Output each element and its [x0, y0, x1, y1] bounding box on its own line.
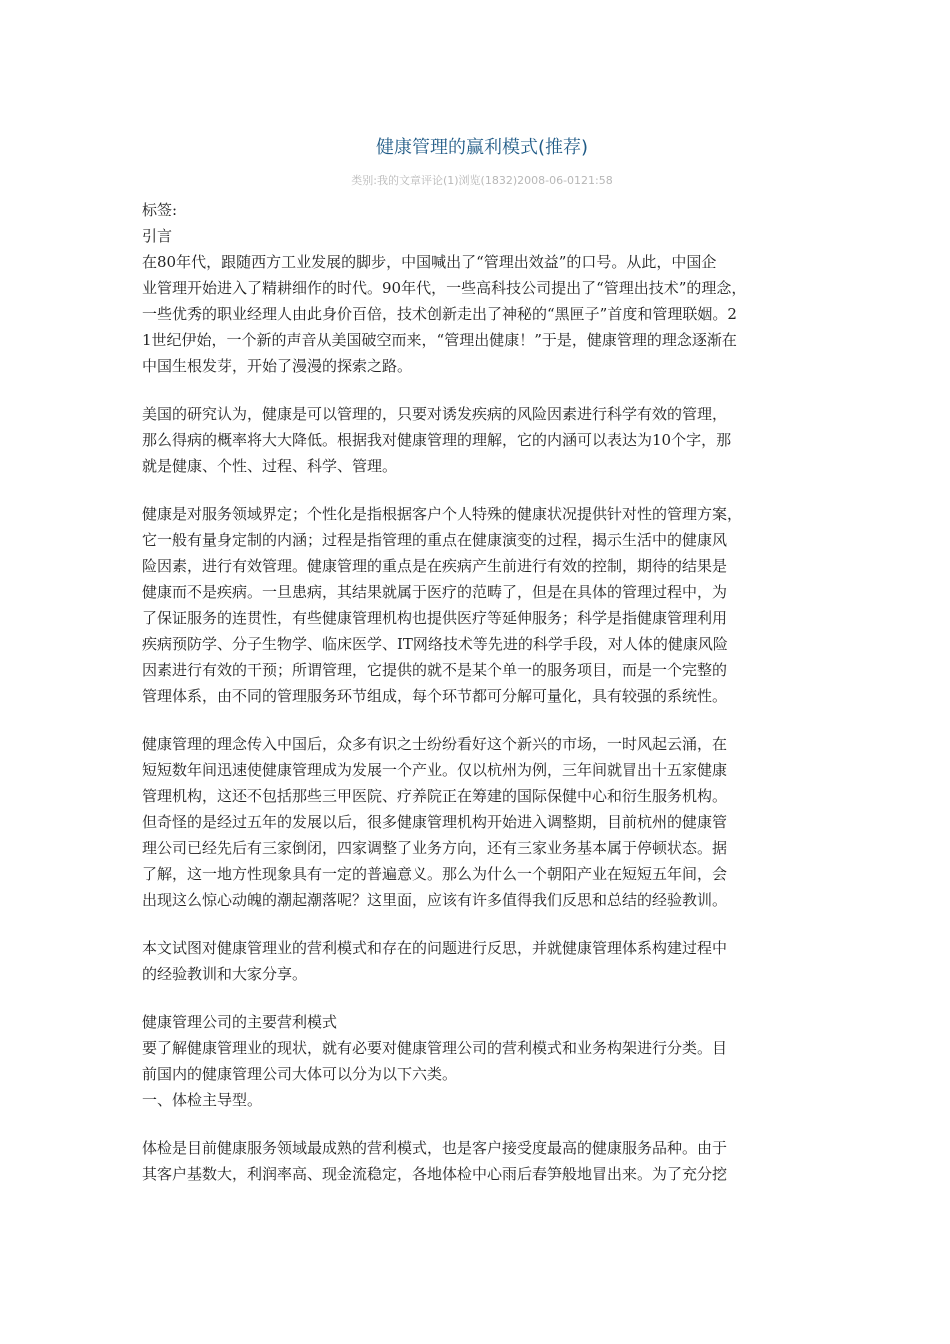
paragraph-line: 健康而不是疾病。一旦患病，其结果就属于医疗的范畴了，但是在具体的管理过程中，为	[142, 583, 728, 601]
article-title: 健康管理的赢利模式(推荐)	[375, 137, 589, 158]
paragraph-4	[142, 731, 822, 913]
paragraph-line: 美国的研究认为，健康是可以管理的，只要对诱发疾病的风险因素进行科学有效的管理，	[142, 405, 728, 423]
paragraph-gap	[142, 1113, 822, 1135]
article-meta: 类别:我的文章评论(1)浏览(1832)2008-06-0121:58	[351, 174, 613, 187]
paragraph-line: 疾病预防学、分子生物学、临床医学、IT网络技术等先进的科学手段，对人体的健康风险	[142, 635, 728, 653]
paragraph-line: 中国生根发芽，开始了漫漫的探索之路。	[142, 357, 413, 375]
paragraph-line: 健康管理的理念传入中国后，众多有识之士纷纷看好这个新兴的市场，一时风起云涌，在	[142, 735, 728, 753]
paragraph-line: 健康是对服务领域界定；个性化是指根据客户个人特殊的健康状况提供针对性的管理方案，	[142, 505, 743, 523]
paragraph-line: 1世纪伊始，一个新的声音从美国破空而来，“管理出健康！”于是，健康管理的理念逐渐在	[142, 331, 737, 349]
paragraph-line: 前国内的健康管理公司大体可以分为以下六类。	[142, 1065, 458, 1083]
paragraph-line: 就是健康、个性、过程、科学、管理。	[142, 457, 398, 475]
section-paragraph	[142, 1035, 822, 1087]
paragraph-3	[142, 501, 822, 709]
paragraph-gap	[142, 987, 822, 1009]
paragraph-line: 了解，这一地方性现象具有一定的普遍意义。那么为什么一个朝阳产业在短短五年间，会	[142, 865, 728, 883]
paragraph-gap	[142, 379, 822, 401]
paragraph-gap	[142, 479, 822, 501]
paragraph-line: 它一般有量身定制的内涵；过程是指管理的重点在健康演变的过程，揭示生活中的健康风	[142, 531, 728, 549]
paragraph-1	[142, 249, 822, 379]
intro-heading: 引言	[142, 227, 173, 245]
paragraph-line: 出现这么惊心动魄的潮起潮落呢？这里面，应该有许多值得我们反思和总结的经验教训。	[142, 891, 728, 909]
subheading: 一、体检主导型。	[142, 1091, 263, 1109]
paragraph-line: 短短数年间迅速使健康管理成为发展一个产业。仅以杭州为例，三年间就冒出十五家健康	[142, 761, 728, 779]
paragraph-line: 体检是目前健康服务领域最成熟的营利模式，也是客户接受度最高的健康服务品种。由于	[142, 1139, 728, 1157]
paragraph-line: 但奇怪的是经过五年的发展以后，很多健康管理机构开始进入调整期，目前杭州的健康管	[142, 813, 728, 831]
section-heading: 健康管理公司的主要营利模式	[142, 1013, 338, 1031]
paragraph-line: 本文试图对健康管理业的营利模式和存在的问题进行反思，并就健康管理体系构建过程中	[142, 939, 728, 957]
paragraph-line: 其客户基数大，利润率高、现金流稳定，各地体检中心雨后春笋般地冒出来。为了充分挖	[142, 1165, 728, 1183]
paragraph-line: 了保证服务的连贯性，有些健康管理机构也提供医疗等延伸服务；科学是指健康管理利用	[142, 609, 728, 627]
paragraph-line: 那么得病的概率将大大降低。根据我对健康管理的理解，它的内涵可以表达为10个字，那	[142, 431, 732, 449]
paragraph-line: 业管理开始进入了精耕细作的时代。90年代，一些高科技公司提出了“管理出技术”的理念，	[142, 279, 747, 297]
paragraph-gap	[142, 709, 822, 731]
paragraph-line: 因素进行有效的干预；所谓管理，它提供的就不是某个单一的服务项目，而是一个完整的	[142, 661, 728, 679]
paragraph-line: 管理体系，由不同的管理服务环节组成，每个环节都可分解可量化，具有较强的系统性。	[142, 687, 728, 705]
paragraph-2	[142, 401, 822, 479]
paragraph-line: 管理机构，这还不包括那些三甲医院、疗养院正在筹建的国际保健中心和衍生服务机构。	[142, 787, 728, 805]
tags-label: 标签:	[142, 201, 178, 219]
paragraph-line: 的经验教训和大家分享。	[142, 965, 308, 983]
article-content	[142, 197, 822, 1187]
paragraph-line: 在80年代，跟随西方工业发展的脚步，中国喊出了“管理出效益”的口号。从此，中国企	[142, 253, 717, 271]
paragraph-line: 一些优秀的职业经理人由此身价百倍，技术创新走出了神秘的“黑匣子”首度和管理联姻。2	[142, 305, 737, 323]
final-paragraph	[142, 1135, 822, 1187]
paragraph-line: 要了解健康管理业的现状，就有必要对健康管理公司的营利模式和业务构架进行分类。目	[142, 1039, 728, 1057]
paragraph-gap	[142, 913, 822, 935]
paragraph-line: 理公司已经先后有三家倒闭，四家调整了业务方向，还有三家业务基本属于停顿状态。据	[142, 839, 728, 857]
paragraph-line: 险因素，进行有效管理。健康管理的重点是在疾病产生前进行有效的控制，期待的结果是	[142, 557, 728, 575]
paragraph-5	[142, 935, 822, 987]
